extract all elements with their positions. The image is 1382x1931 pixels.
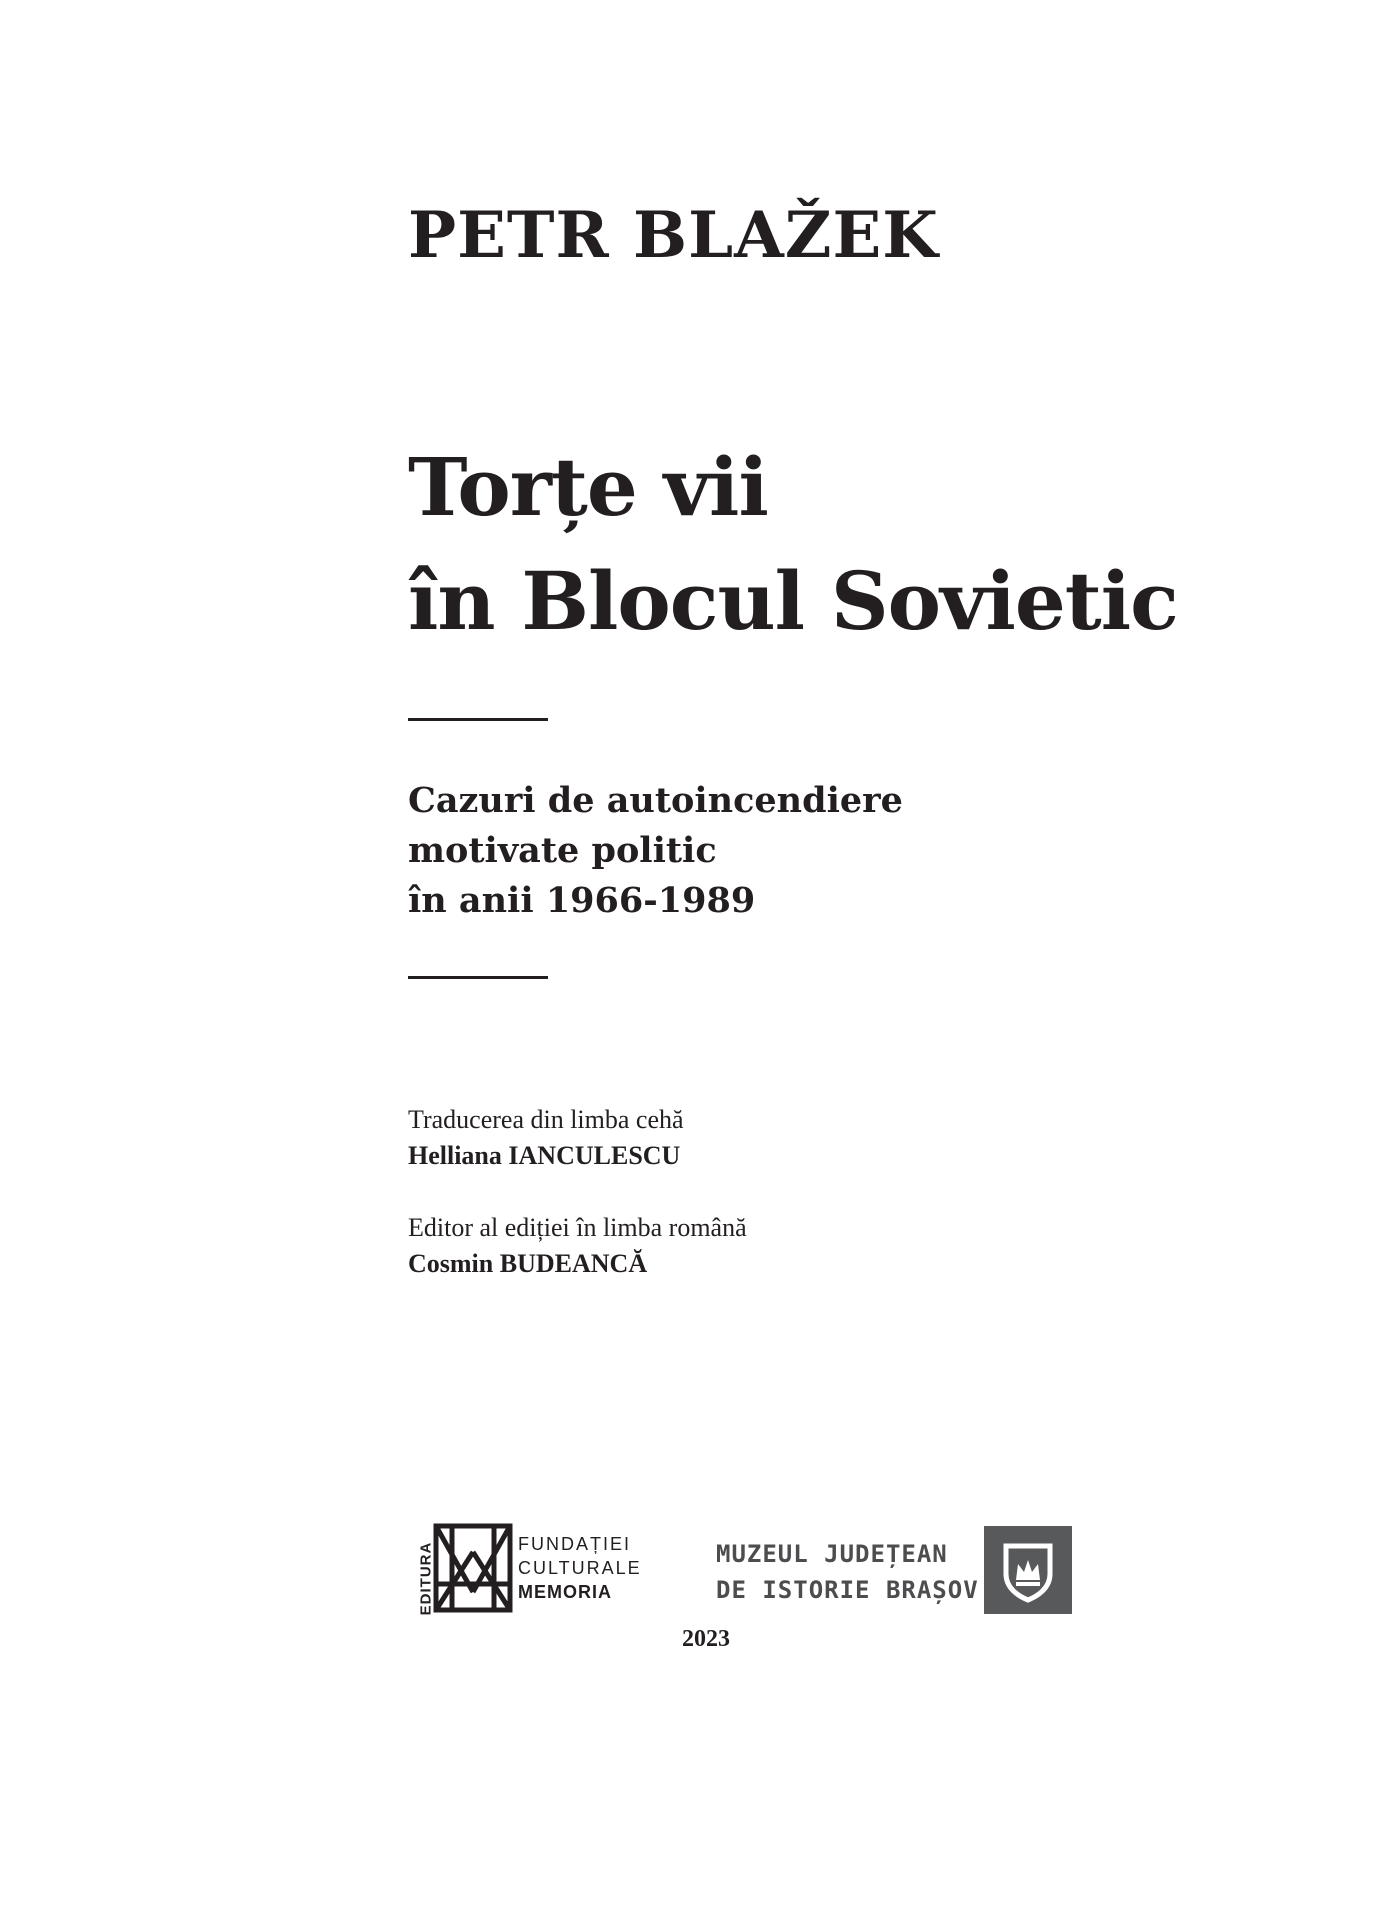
translation-credit (408, 1102, 684, 1174)
book-title (408, 430, 1178, 658)
editor-credit (408, 1210, 747, 1282)
publisher-vertical-text: EDITURA (417, 1541, 435, 1616)
book-title-line-2: în Blocul Sovietic (408, 554, 1178, 648)
editor-last-name: BUDEANCĂ (499, 1249, 648, 1278)
editor-name (408, 1246, 747, 1282)
museum-name (716, 1536, 979, 1608)
shield-crown-icon (984, 1526, 1072, 1614)
translator-first-name: Helliana (408, 1141, 502, 1170)
editor-first-name: Cosmin (408, 1249, 494, 1278)
publisher-line-2: CULTURALE (518, 1558, 642, 1578)
divider-top (408, 718, 548, 721)
museum-name-line-2: DE ISTORIE BRAȘOV (716, 1576, 979, 1604)
translator-name (408, 1138, 684, 1174)
publication-year: 2023 (682, 1626, 730, 1652)
museum-emblem (984, 1526, 1072, 1614)
author-name: PETR BLAŽEK (408, 198, 939, 273)
subtitle-line-2: motivate politic (408, 830, 717, 871)
subtitle-line-1: Cazuri de autoincendiere (408, 780, 903, 821)
publisher-logo (408, 1522, 648, 1614)
book-subtitle (408, 776, 903, 926)
memoria-monogram-icon (432, 1522, 514, 1614)
divider-bottom (408, 976, 548, 979)
publisher-words (518, 1532, 642, 1604)
editor-label: Editor al ediției în limba română (408, 1213, 747, 1242)
museum-name-line-1: MUZEUL JUDEȚEAN (716, 1540, 948, 1568)
publisher-line-1: FUNDAȚIEI (518, 1534, 632, 1554)
subtitle-line-3: în anii 1966-1989 (408, 880, 756, 921)
book-title-line-1: Torțe vii (408, 440, 768, 534)
translator-last-name: IANCULESCU (508, 1141, 681, 1170)
publisher-line-3: MEMORIA (518, 1582, 612, 1602)
translation-label: Traducerea din limba cehă (408, 1105, 684, 1134)
